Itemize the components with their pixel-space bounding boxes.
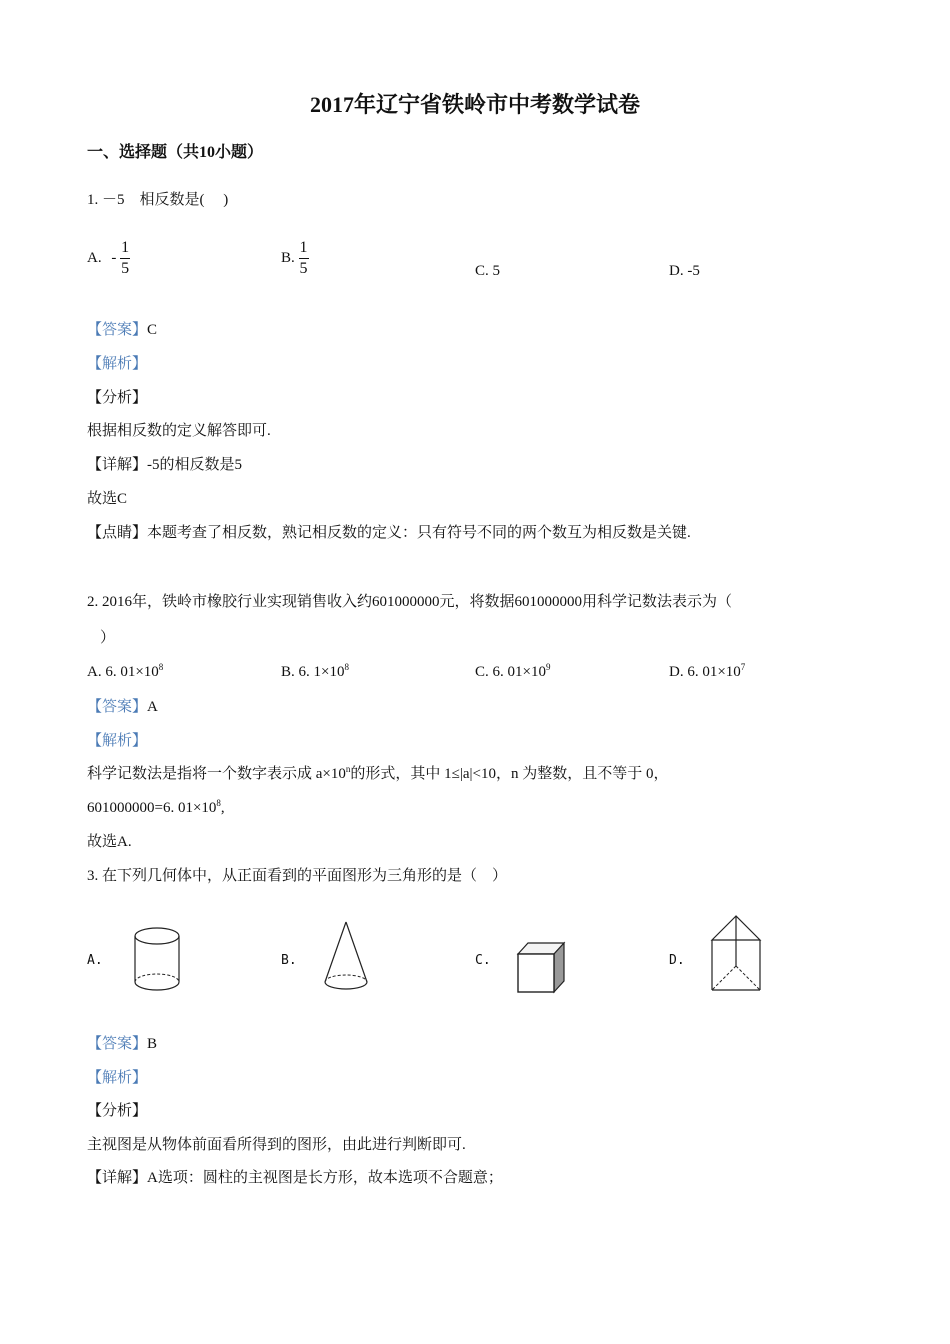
- q2-jiexi-tag: 【解析】: [87, 733, 148, 749]
- detail-tag: 【详解】: [87, 1170, 148, 1186]
- comment-text: 本题考查了相反数，熟记相反数的定义：只有符号不同的两个数互为相反数是关键.: [147, 525, 691, 541]
- answer-value: A: [147, 699, 158, 715]
- q2-option-d: [669, 662, 745, 682]
- q1-option-b-label: B.: [281, 250, 295, 266]
- q3-answer: [87, 1034, 157, 1054]
- q2-choose: 故选A.: [87, 834, 132, 850]
- page-title: 2017年辽宁省铁岭市中考数学试卷: [309, 92, 640, 117]
- option-text: D. 6. 01×10: [669, 664, 741, 680]
- option-exponent: 8: [344, 662, 349, 672]
- q1-option-d: D. -5: [669, 263, 700, 279]
- explanation-text: 科学记数法是指将一个数字表示成 a×10: [87, 766, 346, 782]
- q2-option-a: [87, 662, 163, 682]
- q3-option-c-label: C.: [475, 953, 491, 968]
- fraction-denominator: 5: [299, 260, 308, 278]
- fraction-numerator: 1: [299, 238, 309, 259]
- q3-detail: [87, 1168, 503, 1188]
- triangular-prism-icon: [706, 912, 764, 996]
- q3-option-a-label: A.: [87, 953, 103, 968]
- q1-option-a: [87, 238, 130, 279]
- section-heading: 一、选择题（共10小题）: [87, 144, 264, 161]
- cylinder-icon: [130, 924, 184, 994]
- option-text: A. 6. 01×10: [87, 664, 159, 680]
- q3-option-d-label: D.: [669, 953, 685, 968]
- q2-answer: [87, 697, 158, 717]
- answer-tag: 【答案】: [87, 322, 148, 338]
- answer-tag: 【答案】: [87, 699, 148, 715]
- q1-fenxi-tag: 【分析】: [87, 390, 148, 406]
- q1-option-a-label: A.: [87, 250, 102, 266]
- q1-choose: 故选C: [87, 491, 128, 507]
- q1-detail: [87, 455, 242, 475]
- option-text: B. 6. 1×10: [281, 664, 345, 680]
- cone-icon: [320, 918, 372, 994]
- comment-tag: 【点睛】: [87, 525, 148, 541]
- fraction-numerator: 1: [120, 238, 130, 259]
- q1-comment: [87, 523, 691, 543]
- explanation-exponent: 8: [216, 798, 221, 808]
- detail-tag: 【详解】: [87, 457, 148, 473]
- q1-option-c: C. 5: [475, 263, 501, 279]
- fraction-denominator: 5: [121, 260, 130, 278]
- explanation-text: 的形式，其中 1≤|a|<10，n 为整数，且不等于 0，: [350, 766, 669, 782]
- detail-text: A选项：圆柱的主视图是长方形，故本选项不合题意；: [147, 1170, 503, 1186]
- q1-option-b-fraction: [299, 238, 309, 279]
- q3-fenxi-tag: 【分析】: [87, 1103, 148, 1119]
- q1-jiexi-tag: 【解析】: [87, 356, 148, 372]
- cube-icon: [514, 938, 570, 996]
- detail-text: -5的相反数是5: [147, 457, 243, 473]
- explanation-text: ,: [220, 800, 225, 816]
- q3-jiexi-tag: 【解析】: [87, 1070, 148, 1086]
- q2-option-b: [281, 662, 349, 682]
- option-exponent: 7: [740, 662, 746, 672]
- answer-value: C: [147, 322, 158, 338]
- answer-tag: 【答案】: [87, 1036, 148, 1052]
- answer-value: B: [147, 1036, 158, 1052]
- option-text: C. 6. 01×10: [475, 664, 546, 680]
- q2-explanation-line1: [87, 764, 668, 784]
- q2-explanation-line2: [87, 798, 225, 818]
- q1-option-b: [281, 238, 309, 279]
- option-exponent: 9: [545, 662, 551, 672]
- q1-analysis: 根据相反数的定义解答即可.: [87, 423, 271, 439]
- q1-stem: 1. －5 相反数是( ): [87, 192, 229, 208]
- q1-option-a-sign: -: [111, 250, 117, 266]
- explanation-text: 601000000=6. 01×10: [87, 800, 217, 816]
- q1-answer: [87, 320, 157, 340]
- q2-stem-line2: ）: [100, 630, 116, 646]
- q3-stem: 3. 在下列几何体中，从正面看到的平面图形为三角形的是（ ）: [87, 868, 508, 884]
- q3-analysis: 主视图是从物体前面看所得到的图形，由此进行判断即可.: [87, 1137, 466, 1153]
- explanation-exponent: n: [345, 764, 351, 774]
- q2-option-c: [475, 662, 550, 682]
- q3-option-b-label: B.: [281, 953, 297, 968]
- q2-stem-line1: 2. 2016年，铁岭市橡胶行业实现销售收入约601000000元，将数据601000000用科学记数法表示为（: [87, 594, 733, 610]
- q1-option-a-fraction: [120, 238, 130, 279]
- option-exponent: 8: [158, 662, 164, 672]
